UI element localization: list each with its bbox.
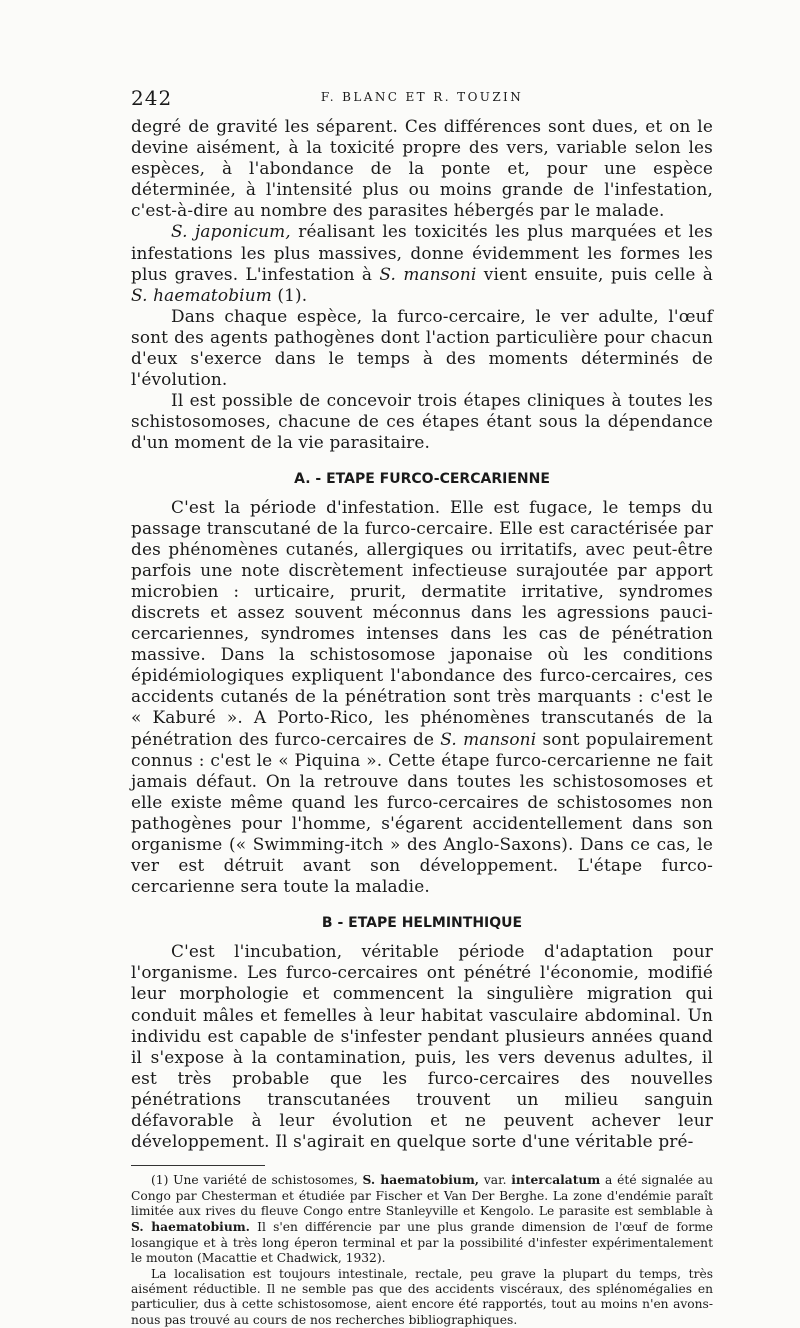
main-text bbox=[131, 116, 713, 1152]
variety-name: intercalatum bbox=[511, 1172, 601, 1188]
paragraph-3: Dans chaque espèce, la furco-cercaire, le ver adulte, l'œuf sont des agents pathogènes dont l'action particulière pour chacun d'eux s'exerce dans le temps à des moments déterminés de l'évolution. bbox=[131, 305, 713, 390]
paragraph-2 bbox=[131, 221, 713, 305]
footnote-1-text-d: a été signalée au Congo par Chesterman et étudiée par Fischer et Van Der Berghe. La zone d'endémie paraît limitée aux rives du fleuve Congo entre Stanleyville et Kengolo. Le parasite est semblable à bbox=[131, 1173, 713, 1219]
paragraph-4: Il est possible de concevoir trois étapes cliniques à toutes les schistosomoses, chacune de ces étapes étant sous la dépendance d'un moment de la vie parasitaire. bbox=[131, 390, 713, 453]
footnote-rule bbox=[131, 1165, 265, 1166]
section-heading-a: A. - ETAPE FURCO-CERCARIENNE bbox=[294, 470, 550, 487]
species-name: S. japonicum, bbox=[171, 221, 291, 242]
paragraph-2-text-a: réalisant les toxicités les plus marquées et les infestations les plus massives, donne évidemment les formes les plus graves. L'infestation à bbox=[131, 221, 713, 284]
paragraph-1: degré de gravité les séparent. Ces différences sont dues, et on le devine aisément, à la toxicité propre des vers, variable selon les espèces, à l'abondance de la ponte et, pour une espèce déterminée, à l'intensité plus ou moins grande de l'infestation, c'est-à-dire au nombre des parasites hébergés par le malade. bbox=[131, 116, 713, 221]
species-name: S. haematobium. bbox=[131, 1219, 250, 1235]
page-body bbox=[131, 116, 713, 1328]
footnote-1-text-c: var. bbox=[479, 1173, 512, 1188]
paragraph-6: C'est l'incubation, véritable période d'adaptation pour l'organisme. Les furco-cercaires ont pénétré l'économie, modifié leur morphologie et commencent la singulière migration qui conduit mâles et femelles à leur habitat vasculaire abdominal. Un individu est capable de s'infester pendant plusieurs années quand il s'expose à la contamination, puis, les vers devenus adultes, il est très probable que les furco-cercaires des nouvelles pénétrations transcutanées trouvent un milieu sanguin défavorable à leur évolution et ne peuvent achever leur développement. Il s'agirait en quelque sorte d'une véritable pré- bbox=[131, 941, 713, 1152]
paragraph-5-text-b: sont populairement connus : c'est le « Piquina ». Cette étape furco-cercarienne ne fait jamais défaut. On la retrouve dans toutes les schistosomoses et elle existe même quand les furco-cercaires de schistosomes non pathogènes pour l'homme, s'égarent accidentellement dans son organisme (« Swimming-itch » des Anglo-Saxons). Dans ce cas, le ver est détruit avant son développement. L'étape furco-cercarienne sera toute la maladie. bbox=[131, 728, 713, 897]
species-name: S. haematobium bbox=[131, 284, 272, 305]
footnote-1 bbox=[131, 1172, 713, 1266]
footnote-1-text-a: Une variété de schistosomes, bbox=[168, 1173, 363, 1188]
running-head: F. BLANC ET R. TOUZIN bbox=[320, 90, 524, 104]
footnotes bbox=[131, 1172, 713, 1328]
page-number: 242 bbox=[131, 86, 173, 110]
paragraph-2-text-b: vient ensuite, puis celle à bbox=[476, 263, 714, 284]
paragraph-5-text-a: C'est la période d'infestation. Elle est fugace, le temps du passage transcutané de la furco-cercaire. Elle est caractérisée par des phénomènes cutanés, allergiques ou irritatifs, avec peut-être parfois une note discrètement infectieuse surajoutée par apport microbien : urticaire, prurit, dermatite irritative, syndromes discrets et assez souvent méconnus dans les agressions pauci-cercariennes, syndromes intenses dans les cas de pénétration massive. Dans la schistosomose japonaise où les conditions épidémiologiques expliquent l'abondance des furco-cercaires, ces accidents cutanés de la pénétration sont très marquants : c'est le « Kaburé ». A Porto-Rico, les phénomènes transcutanés de la pénétration des furco-cercaires de bbox=[131, 496, 713, 749]
paragraph-5 bbox=[131, 497, 713, 898]
page-header bbox=[131, 86, 713, 110]
footnote-marker: (1) bbox=[151, 1173, 169, 1188]
section-heading-b: B - ETAPE HELMINTHIQUE bbox=[321, 915, 523, 932]
footnote-2: La localisation est toujours intestinale, rectale, peu grave la plupart du temps, très aisément réductible. Il ne semble pas que des accidents viscéraux, des splénomégalies en particulier, dus à cette schistosomose, aient encore été rapportés, tout au moins n'en avons-nous pas trouvé au cours de nos recherches bibliographiques. bbox=[131, 1266, 713, 1327]
species-name: S. haematobium, bbox=[362, 1172, 480, 1188]
species-name: S. mansoni bbox=[379, 263, 477, 284]
paragraph-2-text-c: (1). bbox=[271, 284, 308, 305]
footnote-1-text-e: Il s'en différencie par une plus grande dimension de l'œuf de forme losangique et à très long éperon terminal et par la possibilité d'infester expérimentalement le mouton (Macattie et Chadwick, 1932). bbox=[131, 1220, 713, 1266]
species-name: S. mansoni bbox=[440, 728, 537, 749]
